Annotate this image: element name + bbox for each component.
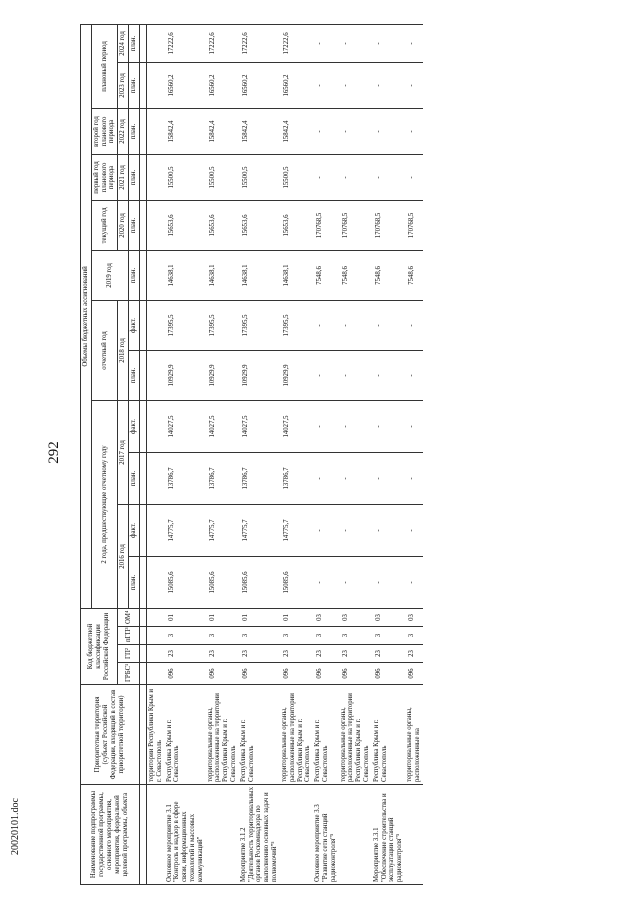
row-code-grbs: 096: [405, 663, 423, 685]
row-value: 15842,4: [280, 108, 313, 154]
row-value: 16560,2: [165, 62, 206, 108]
header-plan: план.: [129, 250, 140, 300]
row-value: -: [339, 400, 372, 452]
row-value: 14775,7: [239, 504, 280, 556]
header-plan: план.: [129, 556, 140, 608]
row-value: -: [339, 504, 372, 556]
row-value: 15653,6: [280, 200, 313, 250]
budget-table-sheet: [80, 25, 600, 885]
row-code-om: 03: [405, 608, 423, 626]
header-fact: факт.: [129, 504, 140, 556]
row-value: -: [339, 154, 372, 200]
row-code-om: [146, 608, 164, 626]
table-row: [372, 24, 405, 884]
row-value: 10929,9: [165, 350, 206, 400]
row-value: 15085,6: [165, 556, 206, 608]
row-code-gp: 23: [280, 645, 313, 663]
row-value: 13786,7: [239, 452, 280, 504]
row-value: -: [405, 504, 423, 556]
row-value: -: [405, 62, 423, 108]
table-row: [280, 24, 313, 884]
header-first-plan-year: первый год планового периода: [91, 154, 117, 200]
row-name: [206, 785, 239, 885]
row-value: 10929,9: [239, 350, 280, 400]
row-value: 17222,6: [280, 24, 313, 62]
row-name: [280, 785, 313, 885]
header-budget-code: Код бюджетной классификации Российской Федерации: [81, 608, 118, 684]
table-row: [206, 24, 239, 884]
row-value: [146, 250, 164, 300]
row-code-pgp: [146, 627, 164, 645]
header-plan: план.: [129, 452, 140, 504]
row-value: 15085,6: [206, 556, 239, 608]
header-code-pgp: пГП³: [118, 627, 140, 645]
row-code-gp: 23: [405, 645, 423, 663]
row-value: [146, 350, 164, 400]
header-2023: 2023 год: [118, 62, 129, 108]
footer-filename: 20020101.doc: [10, 798, 21, 855]
header-volumes: Объемы бюджетных ассигнований: [81, 24, 92, 608]
row-territory: Республика Крым и г. Севастополь: [372, 685, 405, 785]
header-plan: план.: [129, 154, 140, 200]
row-value: 14027,5: [280, 400, 313, 452]
page-number: 292: [45, 441, 62, 464]
row-value: [146, 400, 164, 452]
row-code-gp: 23: [206, 645, 239, 663]
row-value: [146, 504, 164, 556]
row-value: -: [313, 300, 338, 350]
row-code-om: 03: [372, 608, 405, 626]
row-name: [339, 785, 372, 885]
row-code-gp: 23: [239, 645, 280, 663]
row-value: 15653,6: [165, 200, 206, 250]
row-code-grbs: 096: [339, 663, 372, 685]
row-value: -: [372, 350, 405, 400]
row-value: 10929,9: [206, 350, 239, 400]
row-value: [146, 108, 164, 154]
row-value: 14775,7: [280, 504, 313, 556]
row-value: -: [339, 24, 372, 62]
row-code-pgp: 3: [280, 627, 313, 645]
header-2018: 2018 год: [118, 300, 129, 400]
header-current-year: текущий год: [91, 200, 117, 250]
header-territory: Приоритетная территория (субъект Российской Федерации, входящий в состав приоритетной территории): [81, 685, 140, 785]
row-value: -: [372, 556, 405, 608]
row-value: -: [313, 452, 338, 504]
row-value: -: [405, 350, 423, 400]
row-value: -: [372, 452, 405, 504]
row-value: 13786,7: [206, 452, 239, 504]
row-territory: территориальные органы, расположенные на: [405, 685, 423, 785]
row-value: -: [313, 154, 338, 200]
row-name: [146, 785, 164, 885]
row-territory: Республика Крым и г. Севастополь: [239, 685, 280, 785]
row-code-gp: 23: [372, 645, 405, 663]
row-value: 15653,6: [239, 200, 280, 250]
budget-table: [80, 24, 423, 885]
row-value: 14775,7: [206, 504, 239, 556]
row-code-pgp: 3: [339, 627, 372, 645]
row-territory: территориальные органы, расположенные на территории Республики Крым и г. Севастополь: [206, 685, 239, 785]
header-row-5: [139, 24, 146, 884]
row-code-gp: 23: [339, 645, 372, 663]
header-code-grbs: ГРБС¹: [118, 663, 140, 685]
table-row: [313, 24, 338, 884]
row-code-om: 01: [165, 608, 206, 626]
row-code-om: 01: [206, 608, 239, 626]
row-code-grbs: 096: [313, 663, 338, 685]
header-name: Наименование подпрограммы государственной программы, основного мероприятия, мероприятия, федеральной целевой программы, объекта: [81, 785, 140, 885]
row-value: 13786,7: [165, 452, 206, 504]
header-plan: план.: [129, 24, 140, 62]
row-code-grbs: 096: [239, 663, 280, 685]
header-plan: план.: [129, 350, 140, 400]
row-code-pgp: 3: [206, 627, 239, 645]
row-value: 7548,6: [372, 250, 405, 300]
row-value: 15500,5: [165, 154, 206, 200]
row-value: -: [372, 300, 405, 350]
row-value: -: [313, 24, 338, 62]
row-code-pgp: 3: [405, 627, 423, 645]
row-value: 14027,5: [165, 400, 206, 452]
header-two-years-prior: 2 года, предшествующие отчетному году: [91, 400, 117, 608]
row-value: 10929,9: [280, 350, 313, 400]
row-value: -: [372, 154, 405, 200]
header-code-gp: ГП²: [118, 645, 140, 663]
header-2020: 2020 год: [118, 200, 129, 250]
row-value: -: [339, 62, 372, 108]
row-value: 16560,2: [206, 62, 239, 108]
row-value: 16560,2: [280, 62, 313, 108]
row-value: -: [339, 350, 372, 400]
row-code-pgp: 3: [165, 627, 206, 645]
row-territory: территориальные органы, расположенные на территории Республики Крым и г. Севастополь: [339, 685, 372, 785]
row-value: [146, 452, 164, 504]
row-value: -: [405, 300, 423, 350]
row-value: 16560,2: [239, 62, 280, 108]
row-value: 17395,5: [280, 300, 313, 350]
row-value: 15653,6: [206, 200, 239, 250]
header-fact: факт.: [129, 300, 140, 350]
row-value: 17222,6: [239, 24, 280, 62]
row-value: -: [405, 556, 423, 608]
row-value: 14775,7: [165, 504, 206, 556]
row-value: [146, 556, 164, 608]
row-value: -: [372, 504, 405, 556]
row-value: 15842,4: [206, 108, 239, 154]
table-row: [405, 24, 423, 884]
header-plan: план.: [129, 62, 140, 108]
row-value: 170768,5: [405, 200, 423, 250]
header-2024: 2024 год: [118, 24, 129, 62]
row-code-pgp: 3: [239, 627, 280, 645]
row-code-grbs: 096: [372, 663, 405, 685]
row-code-gp: [146, 645, 164, 663]
header-2017: 2017 год: [118, 400, 129, 504]
row-value: -: [372, 62, 405, 108]
row-value: 15500,5: [239, 154, 280, 200]
header-2016: 2016 год: [118, 504, 129, 608]
row-value: 15500,5: [206, 154, 239, 200]
row-value: 7548,6: [405, 250, 423, 300]
row-value: -: [313, 62, 338, 108]
row-name: Основное мероприятие 3.1 "Контроль и надзор в сфере связи, информационных технологий и массовых коммуникаций": [165, 785, 206, 885]
row-value: 17222,6: [206, 24, 239, 62]
row-code-grbs: 096: [206, 663, 239, 685]
table-body: [146, 24, 422, 884]
row-value: 170768,5: [313, 200, 338, 250]
row-value: 15842,4: [165, 108, 206, 154]
row-value: 17395,5: [165, 300, 206, 350]
header-code-om: ОМ⁴: [118, 608, 140, 626]
row-value: [146, 24, 164, 62]
row-name: [405, 785, 423, 885]
row-value: 14638,1: [206, 250, 239, 300]
row-value: 170768,5: [339, 200, 372, 250]
row-name: Мероприятие 3.1.2 "Деятельность территориальных органов Роскомнадзора по выполнению основных задач и полномочий"⁵: [239, 785, 280, 885]
header-plan-period: плановый период: [91, 24, 117, 108]
header-row-1: [81, 24, 92, 884]
row-value: -: [405, 154, 423, 200]
row-value: 15085,6: [280, 556, 313, 608]
row-value: 15085,6: [239, 556, 280, 608]
row-value: [146, 200, 164, 250]
row-code-om: 03: [313, 608, 338, 626]
row-value: 13786,7: [280, 452, 313, 504]
row-code-om: 01: [239, 608, 280, 626]
row-value: 17395,5: [206, 300, 239, 350]
row-value: 7548,6: [339, 250, 372, 300]
row-value: 7548,6: [313, 250, 338, 300]
row-value: -: [405, 452, 423, 504]
table-row: [239, 24, 280, 884]
header-second-plan-year: второй год планового периода: [91, 108, 117, 154]
row-value: 14638,1: [165, 250, 206, 300]
table-row: [339, 24, 372, 884]
row-territory: территориальные органы, расположенные на территории Республики Крым и г. Севастополь: [280, 685, 313, 785]
row-value: 17222,6: [165, 24, 206, 62]
header-2019: 2019 год: [91, 250, 128, 300]
row-code-pgp: 3: [313, 627, 338, 645]
row-value: -: [313, 108, 338, 154]
row-value: -: [313, 504, 338, 556]
row-code-grbs: 096: [280, 663, 313, 685]
row-code-gp: 23: [165, 645, 206, 663]
row-name: Основное мероприятие 3.3 "Развитие сети станций радиоконтроля"⁵: [313, 785, 338, 885]
row-territory: Республика Крым и г. Севастополь: [165, 685, 206, 785]
header-report-year: отчетный год: [91, 300, 117, 400]
header-plan: план.: [129, 108, 140, 154]
row-value: -: [405, 400, 423, 452]
row-value: 15842,4: [239, 108, 280, 154]
row-value: -: [405, 24, 423, 62]
row-code-grbs: [146, 663, 164, 685]
row-value: 170768,5: [372, 200, 405, 250]
row-code-gp: 23: [313, 645, 338, 663]
row-value: -: [372, 24, 405, 62]
row-value: [146, 62, 164, 108]
row-territory: Республика Крым и г. Севастополь: [313, 685, 338, 785]
row-value: [146, 154, 164, 200]
row-code-grbs: 096: [165, 663, 206, 685]
row-code-pgp: 3: [372, 627, 405, 645]
row-value: -: [313, 350, 338, 400]
row-value: 17395,5: [239, 300, 280, 350]
row-value: [146, 300, 164, 350]
row-value: -: [339, 556, 372, 608]
header-2021: 2021 год: [118, 154, 129, 200]
row-value: -: [372, 400, 405, 452]
row-value: -: [313, 400, 338, 452]
row-value: 14027,5: [206, 400, 239, 452]
row-value: -: [339, 300, 372, 350]
row-value: -: [372, 108, 405, 154]
table-row: [165, 24, 206, 884]
row-territory: территории Республики Крым и г. Севастополь: [146, 685, 164, 785]
header-plan: план.: [129, 200, 140, 250]
row-value: -: [405, 108, 423, 154]
row-value: -: [313, 556, 338, 608]
row-value: 14638,1: [280, 250, 313, 300]
row-name: Мероприятие 3.3.1 "Обеспечение строительства и эксплуатации станций радиоконтроля"⁵: [372, 785, 405, 885]
row-value: 14027,5: [239, 400, 280, 452]
row-value: -: [339, 452, 372, 504]
header-2022: 2022 год: [118, 108, 129, 154]
row-code-om: 03: [339, 608, 372, 626]
row-value: 14638,1: [239, 250, 280, 300]
table-row: [146, 24, 164, 884]
row-value: -: [339, 108, 372, 154]
row-code-om: 01: [280, 608, 313, 626]
row-value: 15500,5: [280, 154, 313, 200]
header-fact: факт.: [129, 400, 140, 452]
